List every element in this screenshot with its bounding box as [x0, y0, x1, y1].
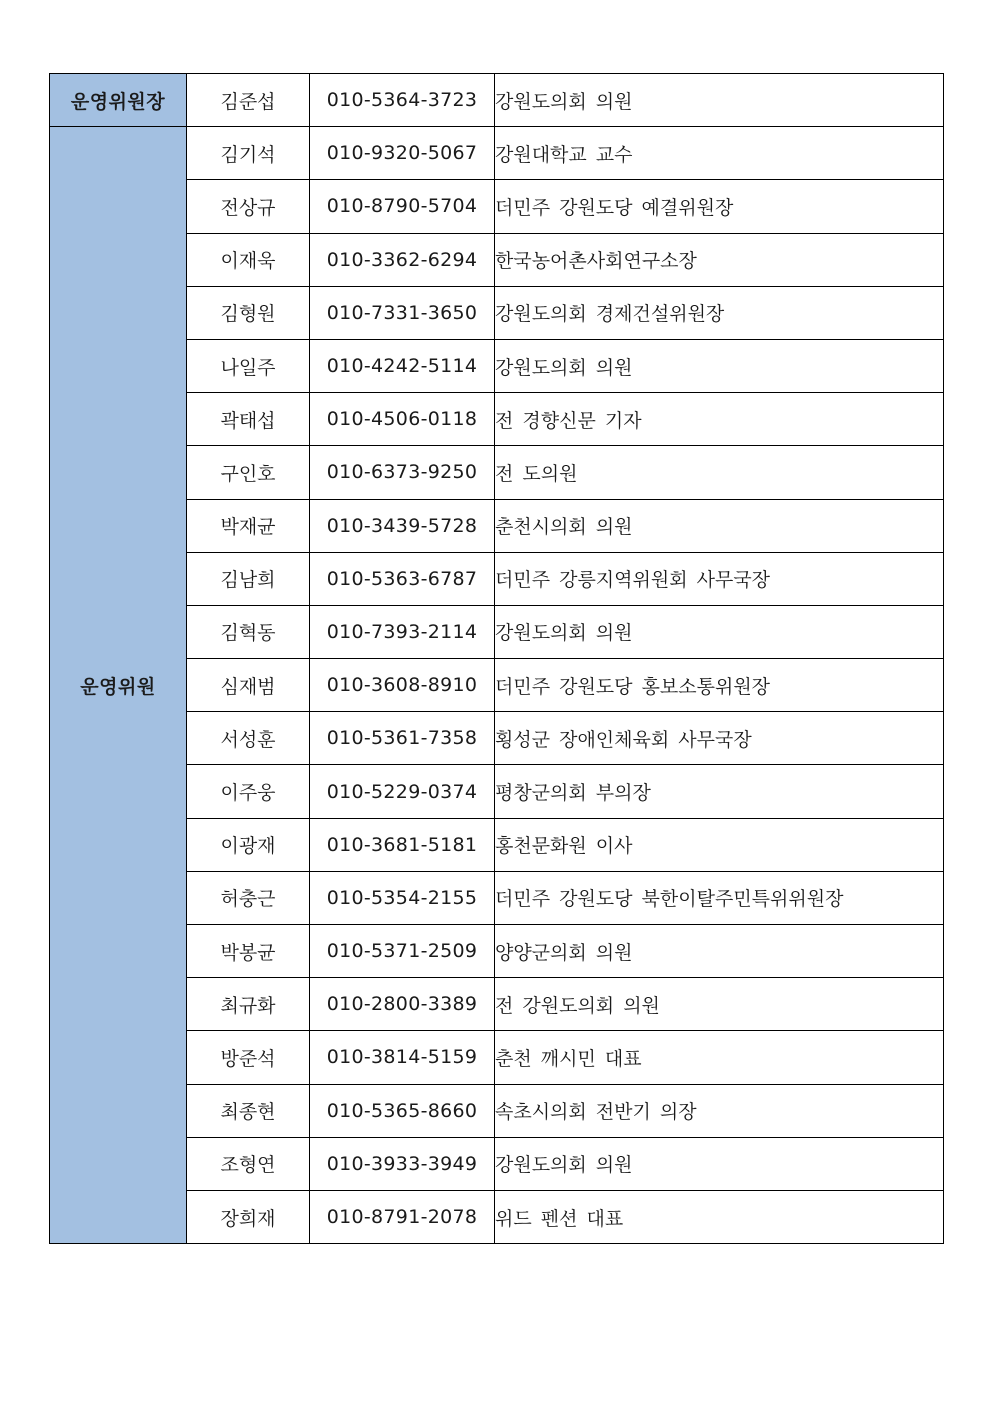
member-affiliation: 전 강원도의회 의원: [495, 978, 944, 1031]
member-affiliation: 더민주 강릉지역위원회 사무국장: [495, 552, 944, 605]
member-name: 이재욱: [187, 233, 310, 286]
member-phone: 010-3439-5728: [310, 499, 495, 552]
member-phone: 010-7393-2114: [310, 605, 495, 658]
member-name: 방준석: [187, 1031, 310, 1084]
member-affiliation: 강원도의회 의원: [495, 339, 944, 392]
member-phone: 010-8791-2078: [310, 1190, 495, 1243]
member-name: 김혁동: [187, 605, 310, 658]
member-affiliation: 양양군의회 의원: [495, 925, 944, 978]
member-phone: 010-5364-3723: [310, 74, 495, 127]
member-phone: 010-3933-3949: [310, 1137, 495, 1190]
member-affiliation: 강원대학교 교수: [495, 127, 944, 180]
member-name: 구인호: [187, 446, 310, 499]
roster-body: [50, 74, 944, 1244]
member-name: 최종현: [187, 1084, 310, 1137]
member-phone: 010-5354-2155: [310, 871, 495, 924]
member-phone: 010-3814-5159: [310, 1031, 495, 1084]
member-phone: 010-4242-5114: [310, 339, 495, 392]
member-name: 김기석: [187, 127, 310, 180]
member-phone: 010-5363-6787: [310, 552, 495, 605]
member-affiliation: 더민주 강원도당 홍보소통위원장: [495, 659, 944, 712]
member-affiliation: 더민주 강원도당 예결위원장: [495, 180, 944, 233]
member-name: 이광재: [187, 818, 310, 871]
member-name: 김준섭: [187, 74, 310, 127]
member-name: 이주웅: [187, 765, 310, 818]
member-name: 박봉균: [187, 925, 310, 978]
member-affiliation: 평창군의회 부의장: [495, 765, 944, 818]
member-name: 곽태섭: [187, 393, 310, 446]
member-phone: 010-4506-0118: [310, 393, 495, 446]
table-row: [50, 74, 944, 127]
member-name: 장희재: [187, 1190, 310, 1243]
member-phone: 010-5365-8660: [310, 1084, 495, 1137]
member-name: 김남희: [187, 552, 310, 605]
member-name: 전상규: [187, 180, 310, 233]
member-name: 조형연: [187, 1137, 310, 1190]
member-affiliation: 속초시의회 전반기 의장: [495, 1084, 944, 1137]
member-affiliation: 횡성군 장애인체육회 사무국장: [495, 712, 944, 765]
member-phone: 010-6373-9250: [310, 446, 495, 499]
member-affiliation: 더민주 강원도당 북한이탈주민특위위원장: [495, 871, 944, 924]
member-affiliation: 춘천 깨시민 대표: [495, 1031, 944, 1084]
member-phone: 010-2800-3389: [310, 978, 495, 1031]
member-affiliation: 홍천문화원 이사: [495, 818, 944, 871]
member-affiliation: 춘천시의회 의원: [495, 499, 944, 552]
committee-roster-table: [49, 73, 944, 1244]
member-phone: 010-5229-0374: [310, 765, 495, 818]
member-phone: 010-5361-7358: [310, 712, 495, 765]
member-affiliation: 강원도의회 의원: [495, 605, 944, 658]
member-name: 심재범: [187, 659, 310, 712]
table-row: [50, 127, 944, 180]
member-affiliation: 한국농어촌사회연구소장: [495, 233, 944, 286]
member-affiliation: 강원도의회 의원: [495, 1137, 944, 1190]
member-phone: 010-3362-6294: [310, 233, 495, 286]
member-phone: 010-8790-5704: [310, 180, 495, 233]
member-affiliation: 전 도의원: [495, 446, 944, 499]
member-phone: 010-7331-3650: [310, 286, 495, 339]
member-affiliation: 전 경향신문 기자: [495, 393, 944, 446]
role-cell-chair: 운영위원장: [50, 74, 187, 127]
member-affiliation: 강원도의회 경제건설위원장: [495, 286, 944, 339]
member-name: 서성훈: [187, 712, 310, 765]
role-cell-committee: 운영위원: [50, 127, 187, 1244]
member-phone: 010-9320-5067: [310, 127, 495, 180]
member-name: 박재균: [187, 499, 310, 552]
member-name: 김형원: [187, 286, 310, 339]
member-phone: 010-3608-8910: [310, 659, 495, 712]
member-affiliation: 위드 펜션 대표: [495, 1190, 944, 1243]
member-name: 최규화: [187, 978, 310, 1031]
member-phone: 010-5371-2509: [310, 925, 495, 978]
member-name: 허충근: [187, 871, 310, 924]
member-name: 나일주: [187, 339, 310, 392]
member-phone: 010-3681-5181: [310, 818, 495, 871]
member-affiliation: 강원도의회 의원: [495, 74, 944, 127]
